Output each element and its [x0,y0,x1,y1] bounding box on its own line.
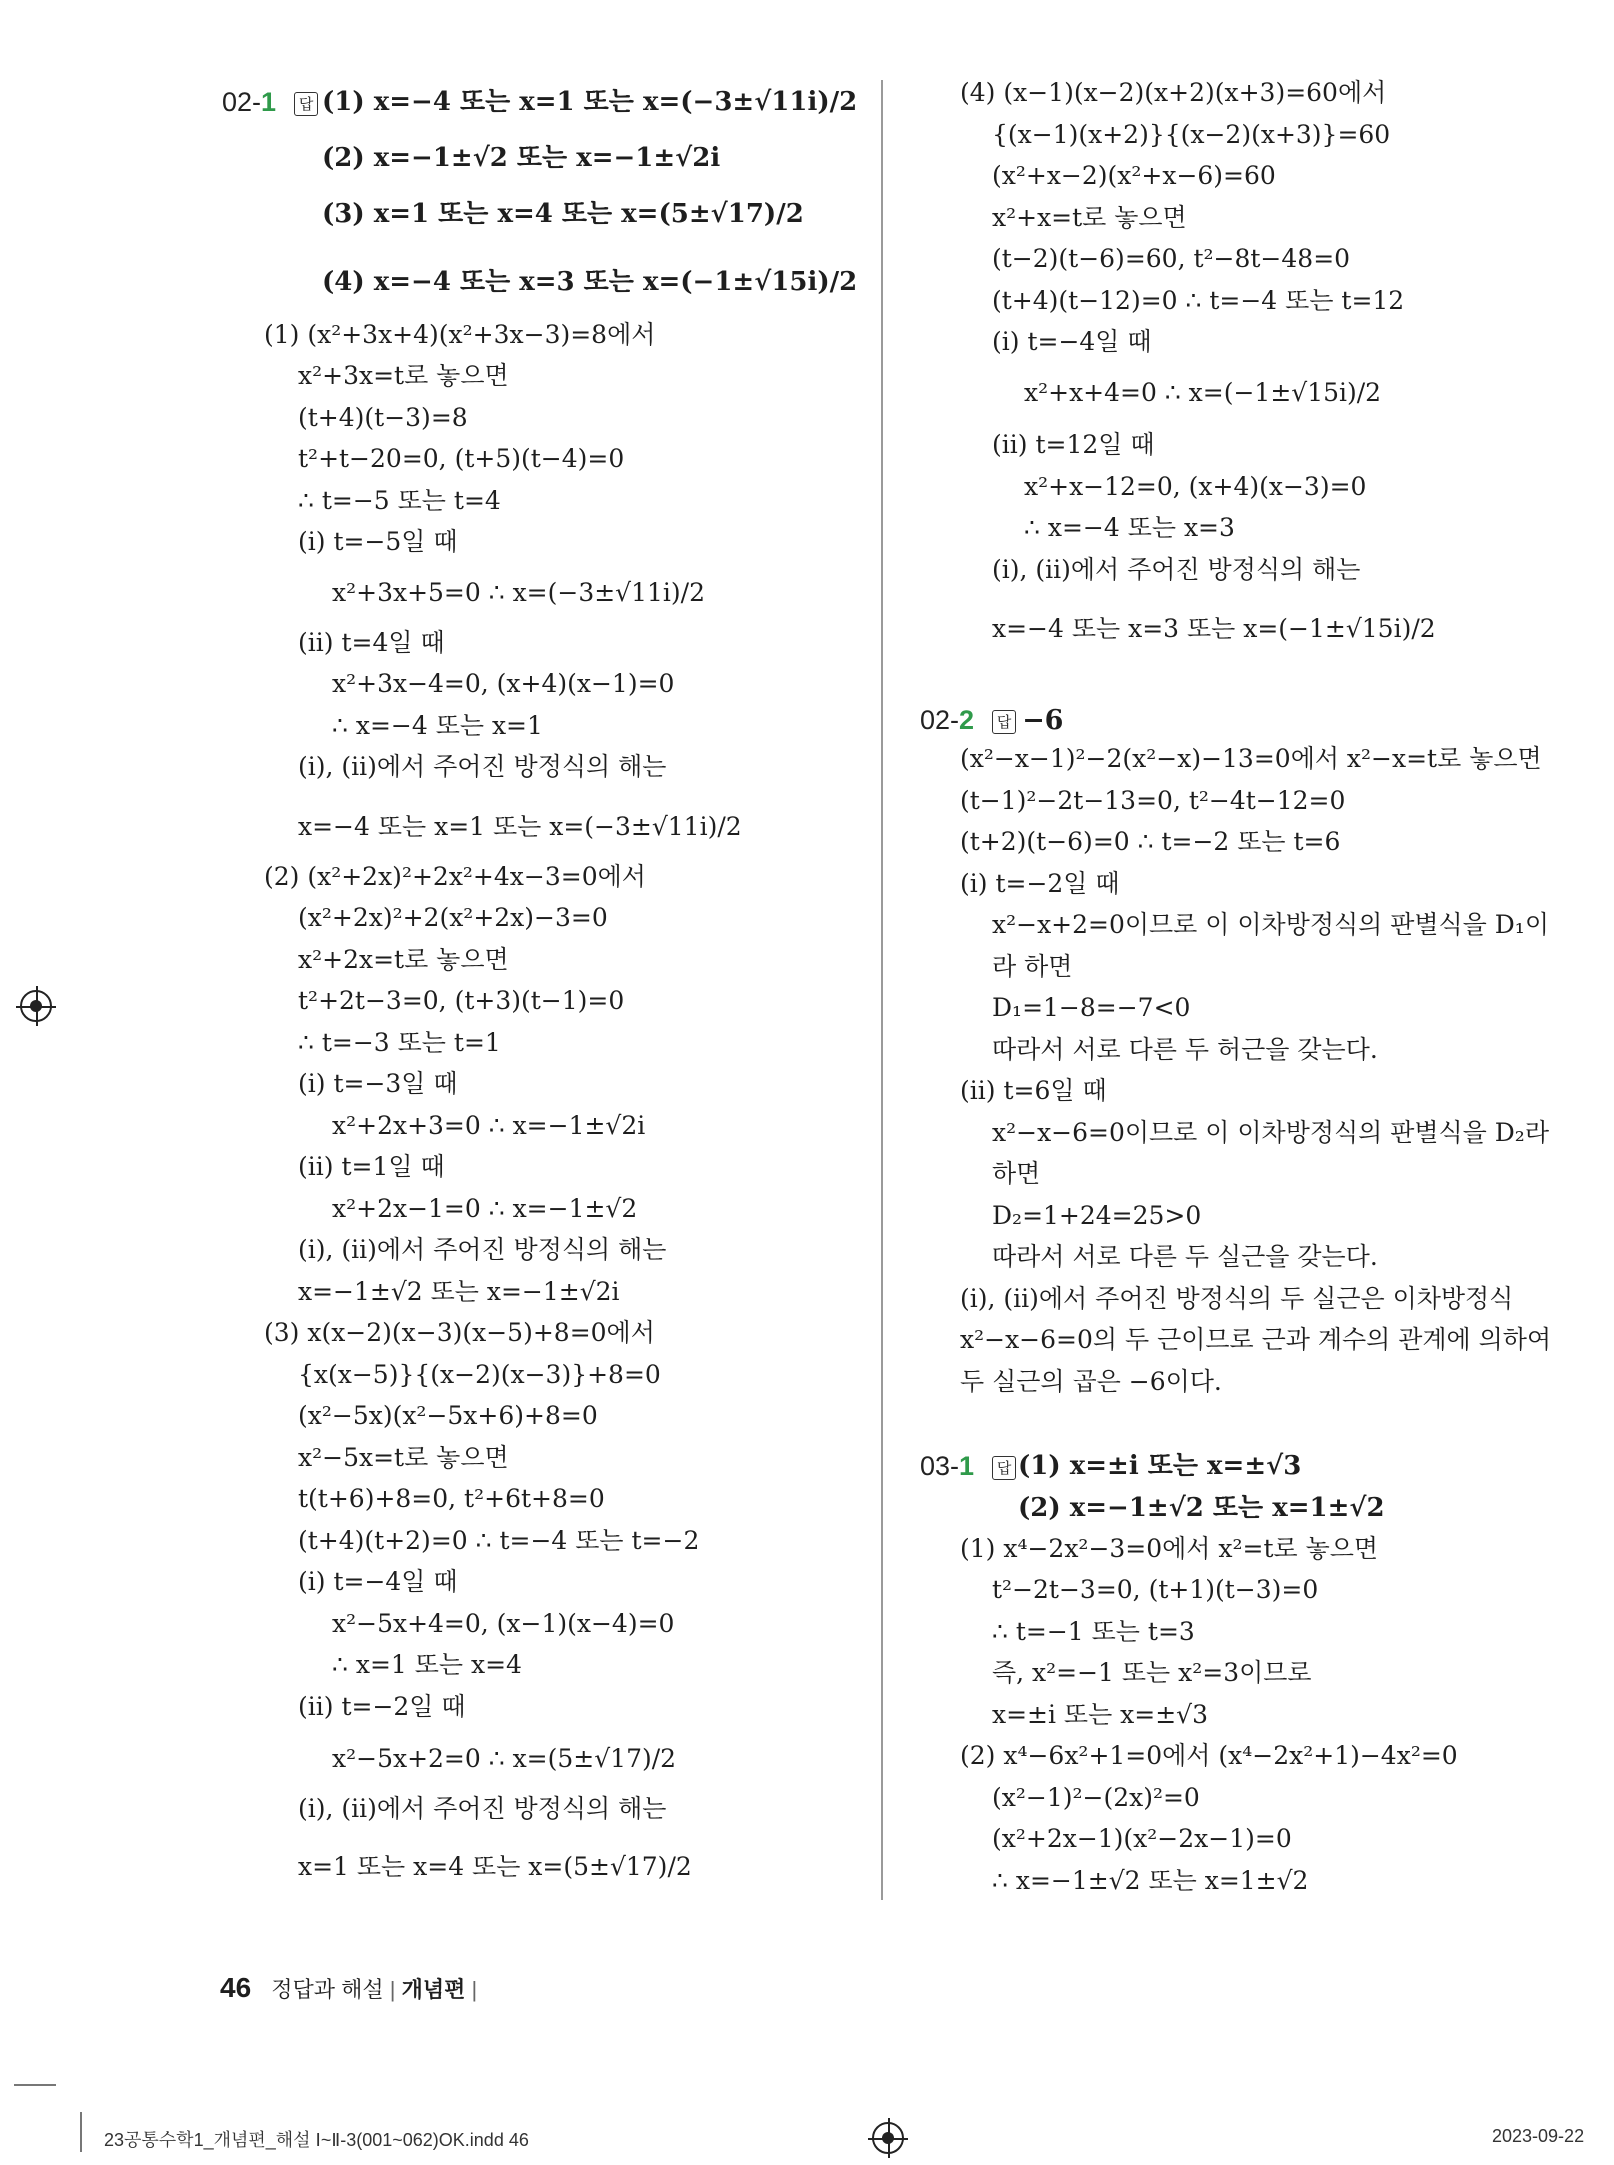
problem-header-02-1 [222,86,324,118]
solution-line: x²+x−12=0, (x+4)(x−3)=0 [1024,472,1367,501]
answer-box-icon: 답 [294,92,318,116]
problem-number: 02- [222,87,262,117]
solution-line: x²−x+2=0이므로 이 이차방정식의 판별식을 D₁이 [992,910,1549,939]
solution-line: (x²+x−2)(x²+x−6)=60 [992,161,1276,190]
solution-line: x²+2x−1=0 ∴ x=−1±√2 [332,1194,638,1223]
solution-line: (t+4)(t+2)=0 ∴ t=−4 또는 t=−2 [298,1526,700,1555]
solution-line: (2) x⁴−6x²+1=0에서 (x⁴−2x²+1)−4x²=0 [960,1741,1458,1770]
solution-line: (x²+2x)²+2(x²+2x)−3=0 [298,903,608,932]
solution-line: x²−5x+2=0 ∴ x=(5±√17)/2 [332,1744,677,1773]
solution-line: x=±i 또는 x=±√3 [992,1700,1209,1729]
solution-line: x=−1±√2 또는 x=−1±√2i [298,1277,620,1306]
registration-mark-icon [20,990,52,1022]
solution-line: (ⅰ) t=−5일 때 [298,527,458,556]
answer-line: (1) x=−4 또는 x=1 또는 x=(−3±√11i)/2 [322,87,858,117]
solution-line: (t+2)(t−6)=0 ∴ t=−2 또는 t=6 [960,827,1341,856]
solution-line: x²+3x=t로 놓으면 [298,361,509,390]
solution-line: (ⅱ) t=−2일 때 [298,1692,466,1721]
file-name: 23공통수학1_개념편_해설 Ⅰ~Ⅱ-3(001~062)OK.indd 46 [104,2130,529,2150]
answer-box-icon: 답 [992,1456,1016,1480]
solution-line: ∴ x=−4 또는 x=3 [1024,513,1235,542]
solution-line: x²+x=t로 놓으면 [992,203,1187,232]
solution-line: (ⅰ), (ⅱ)에서 주어진 방정식의 해는 [298,1794,667,1823]
print-date: 2023-09-22 [1492,2126,1585,2146]
solution-line: x=−4 또는 x=1 또는 x=(−3±√11i)/2 [298,812,742,841]
page-number: 46 [220,1972,252,2003]
solution-line: x²−5x=t로 놓으면 [298,1443,509,1472]
solution-line: t²+t−20=0, (t+5)(t−4)=0 [298,444,625,473]
solution-line: (x²−1)²−(2x)²=0 [992,1783,1200,1812]
answer-line: (2) x=−1±√2 또는 x=−1±√2i [322,143,721,173]
solution-line: (ⅰ) t=−4일 때 [992,327,1152,356]
solution-line: ∴ t=−3 또는 t=1 [298,1028,501,1057]
solution-line: (t+4)(t−12)=0 ∴ t=−4 또는 t=12 [992,286,1405,315]
answer-line: (1) x=±i 또는 x=±√3 [1018,1451,1302,1481]
solution-line: (x²+2x−1)(x²−2x−1)=0 [992,1824,1292,1853]
solution-line: (x²−5x)(x²−5x+6)+8=0 [298,1401,598,1430]
solution-line: (4) (x−1)(x−2)(x+2)(x+3)=60에서 [960,78,1387,107]
answer-line: (2) x=−1±√2 또는 x=1±√2 [1018,1493,1385,1523]
solution-line: (ⅰ), (ⅱ)에서 주어진 방정식의 두 실근은 이차방정식 [960,1284,1514,1313]
solution-line: (t−2)(t−6)=60, t²−8t−48=0 [992,244,1351,273]
solution-line: (ⅰ) t=−3일 때 [298,1069,458,1098]
solution-line: (ⅱ) t=1일 때 [298,1152,445,1181]
solution-line: {x(x−5)}{(x−2)(x−3)}+8=0 [298,1360,661,1389]
solution-line: ∴ t=−1 또는 t=3 [992,1617,1195,1646]
solution-line: D₂=1+24=25>0 [992,1201,1202,1230]
solution-line: (t−1)²−2t−13=0, t²−4t−12=0 [960,786,1346,815]
solution-line: x²−5x+4=0, (x−1)(x−4)=0 [332,1609,675,1638]
footer-label: 정답과 해설 [271,1977,384,2002]
problem-sub-number: 1 [959,1451,975,1481]
solution-line: 따라서 서로 다른 두 허근을 갖는다. [992,1035,1378,1064]
solution-line: (ⅰ), (ⅱ)에서 주어진 방정식의 해는 [992,555,1361,584]
solution-line: {(x−1)(x+2)}{(x−2)(x+3)}=60 [992,120,1391,149]
solution-line: (1) x⁴−2x²−3=0에서 x²=t로 놓으면 [960,1534,1379,1563]
solution-line: x=1 또는 x=4 또는 x=(5±√17)/2 [298,1852,692,1881]
page-footer: 46 정답과 해설 | 개념편 | [220,1972,478,2003]
solution-line: t²+2t−3=0, (t+3)(t−1)=0 [298,986,625,1015]
problem-number: 02- [920,705,960,735]
answer-box-icon: 답 [992,710,1016,734]
problem-header-03-1 [920,1450,1022,1482]
answer-line: (4) x=−4 또는 x=3 또는 x=(−1±√15i)/2 [322,267,858,297]
solution-line: x²+2x=t로 놓으면 [298,945,509,974]
solution-line: x²+2x+3=0 ∴ x=−1±√2i [332,1111,646,1140]
solution-line: (ⅰ), (ⅱ)에서 주어진 방정식의 해는 [298,752,667,781]
solution-line: ∴ t=−5 또는 t=4 [298,486,501,515]
problem-header-02-2 [920,704,1063,737]
solution-line: (ⅱ) t=4일 때 [298,628,445,657]
problem-sub-number: 1 [261,87,277,117]
solution-line: x²+x+4=0 ∴ x=(−1±√15i)/2 [1024,378,1382,407]
solution-line: (1) (x²+3x+4)(x²+3x−3)=8에서 [264,320,656,349]
crop-mark [80,2112,82,2152]
solution-line: (ⅱ) t=12일 때 [992,430,1155,459]
solution-line: (x²−x−1)²−2(x²−x)−13=0에서 x²−x=t로 놓으면 [960,744,1542,773]
solution-line: 두 실근의 곱은 −6이다. [960,1367,1222,1396]
solution-line: x²−x−6=0의 두 근이므로 근과 계수의 관계에 의하여 [960,1325,1552,1354]
registration-mark-icon [872,2122,904,2154]
solution-line: ∴ x=1 또는 x=4 [332,1650,522,1679]
solution-line: D₁=1−8=−7<0 [992,993,1191,1022]
problem-sub-number: 2 [959,705,975,735]
solution-line: 따라서 서로 다른 두 실근을 갖는다. [992,1242,1378,1271]
column-divider [881,80,883,1900]
solution-line: t(t+6)+8=0, t²+6t+8=0 [298,1484,605,1513]
solution-line: 라 하면 [992,952,1073,981]
solution-line: 하면 [992,1159,1041,1188]
solution-line: (ⅱ) t=6일 때 [960,1076,1107,1105]
solution-line: ∴ x=−1±√2 또는 x=1±√2 [992,1866,1309,1895]
crop-mark [14,2084,56,2086]
solution-line: t²−2t−3=0, (t+1)(t−3)=0 [992,1575,1319,1604]
solution-line: (3) x(x−2)(x−3)(x−5)+8=0에서 [264,1318,655,1347]
solution-line: (ⅰ), (ⅱ)에서 주어진 방정식의 해는 [298,1235,667,1264]
solution-line: x²+3x−4=0, (x+4)(x−1)=0 [332,669,675,698]
answer-value: −6 [1022,705,1064,736]
solution-line: (ⅰ) t=−4일 때 [298,1567,458,1596]
solution-line: (ⅰ) t=−2일 때 [960,869,1120,898]
footer-section: 개념편 [401,1977,466,2002]
solution-line: x²+3x+5=0 ∴ x=(−3±√11i)/2 [332,578,705,607]
answer-line: (3) x=1 또는 x=4 또는 x=(5±√17)/2 [322,199,804,229]
solution-line: 즉, x²=−1 또는 x²=3이므로 [992,1658,1312,1687]
problem-number: 03- [920,1451,960,1481]
solution-line: (2) (x²+2x)²+2x²+4x−3=0에서 [264,862,646,891]
solution-line: (t+4)(t−3)=8 [298,403,468,432]
solution-line: ∴ x=−4 또는 x=1 [332,711,543,740]
solution-line: x=−4 또는 x=3 또는 x=(−1±√15i)/2 [992,614,1436,643]
solution-line: x²−x−6=0이므로 이 이차방정식의 판별식을 D₂라 [992,1118,1549,1147]
